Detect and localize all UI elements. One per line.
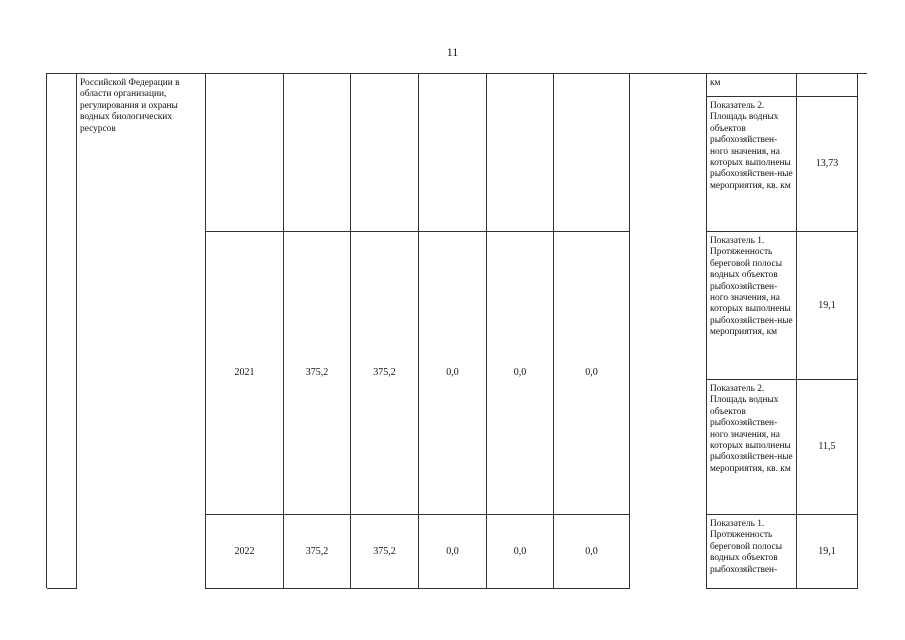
local-cell: 0,0 <box>487 515 554 589</box>
prev-federal-cell <box>351 74 419 232</box>
indicator-value: 19,1 <box>797 515 858 589</box>
page-number: 11 <box>446 45 459 59</box>
indicator-label: Показатель 2. Площадь водных объектов рыбохозяйствен-ного значения, на которых выполнены рыбохозяйствен-ные мероприятия, кв. км <box>707 380 797 515</box>
prev-regional-cell <box>419 74 487 232</box>
year-cell: 2022 <box>206 515 284 589</box>
other-cell: 0,0 <box>554 515 630 589</box>
program-name-cell: Российской Федерации в области организации, регулирования и охраны водных биологических ресурсов <box>77 74 206 589</box>
federal-cell: 375,2 <box>351 515 419 589</box>
prev-year-cell <box>206 74 284 232</box>
regional-cell: 0,0 <box>419 515 487 589</box>
indicator-value: 11,5 <box>797 380 858 515</box>
prev-total-cell <box>284 74 351 232</box>
year-cell: 2021 <box>206 232 284 515</box>
prev-other-cell <box>554 74 630 232</box>
regional-cell: 0,0 <box>419 232 487 515</box>
indicator-value: 13,73 <box>797 97 858 232</box>
indicator-label: Показатель 1. Протяженность береговой полосы водных объектов рыбохозяйствен- <box>707 515 797 589</box>
federal-cell: 375,2 <box>351 232 419 515</box>
index-column-cell <box>47 74 77 589</box>
indicator-label: Показатель 2. Площадь водных объектов рыбохозяйствен-ного значения, на которых выполнены рыбохозяйствен-ные мероприятия, кв. км <box>707 97 797 232</box>
total-cell: 375,2 <box>284 232 351 515</box>
indicator-unit-tail: км <box>707 74 797 97</box>
indicator-value: 19,1 <box>797 232 858 380</box>
budget-table <box>46 73 867 588</box>
executor-cell <box>630 74 707 589</box>
prev-local-cell <box>487 74 554 232</box>
total-cell: 375,2 <box>284 515 351 589</box>
indicator-label: Показатель 1. Протяженность береговой полосы водных объектов рыбохозяйствен-ного значения, на которых выполнены рыбохозяйствен-ные мероприятия, км <box>707 232 797 380</box>
other-cell: 0,0 <box>554 232 630 515</box>
indicator-value-tail <box>797 74 858 97</box>
local-cell: 0,0 <box>487 232 554 515</box>
